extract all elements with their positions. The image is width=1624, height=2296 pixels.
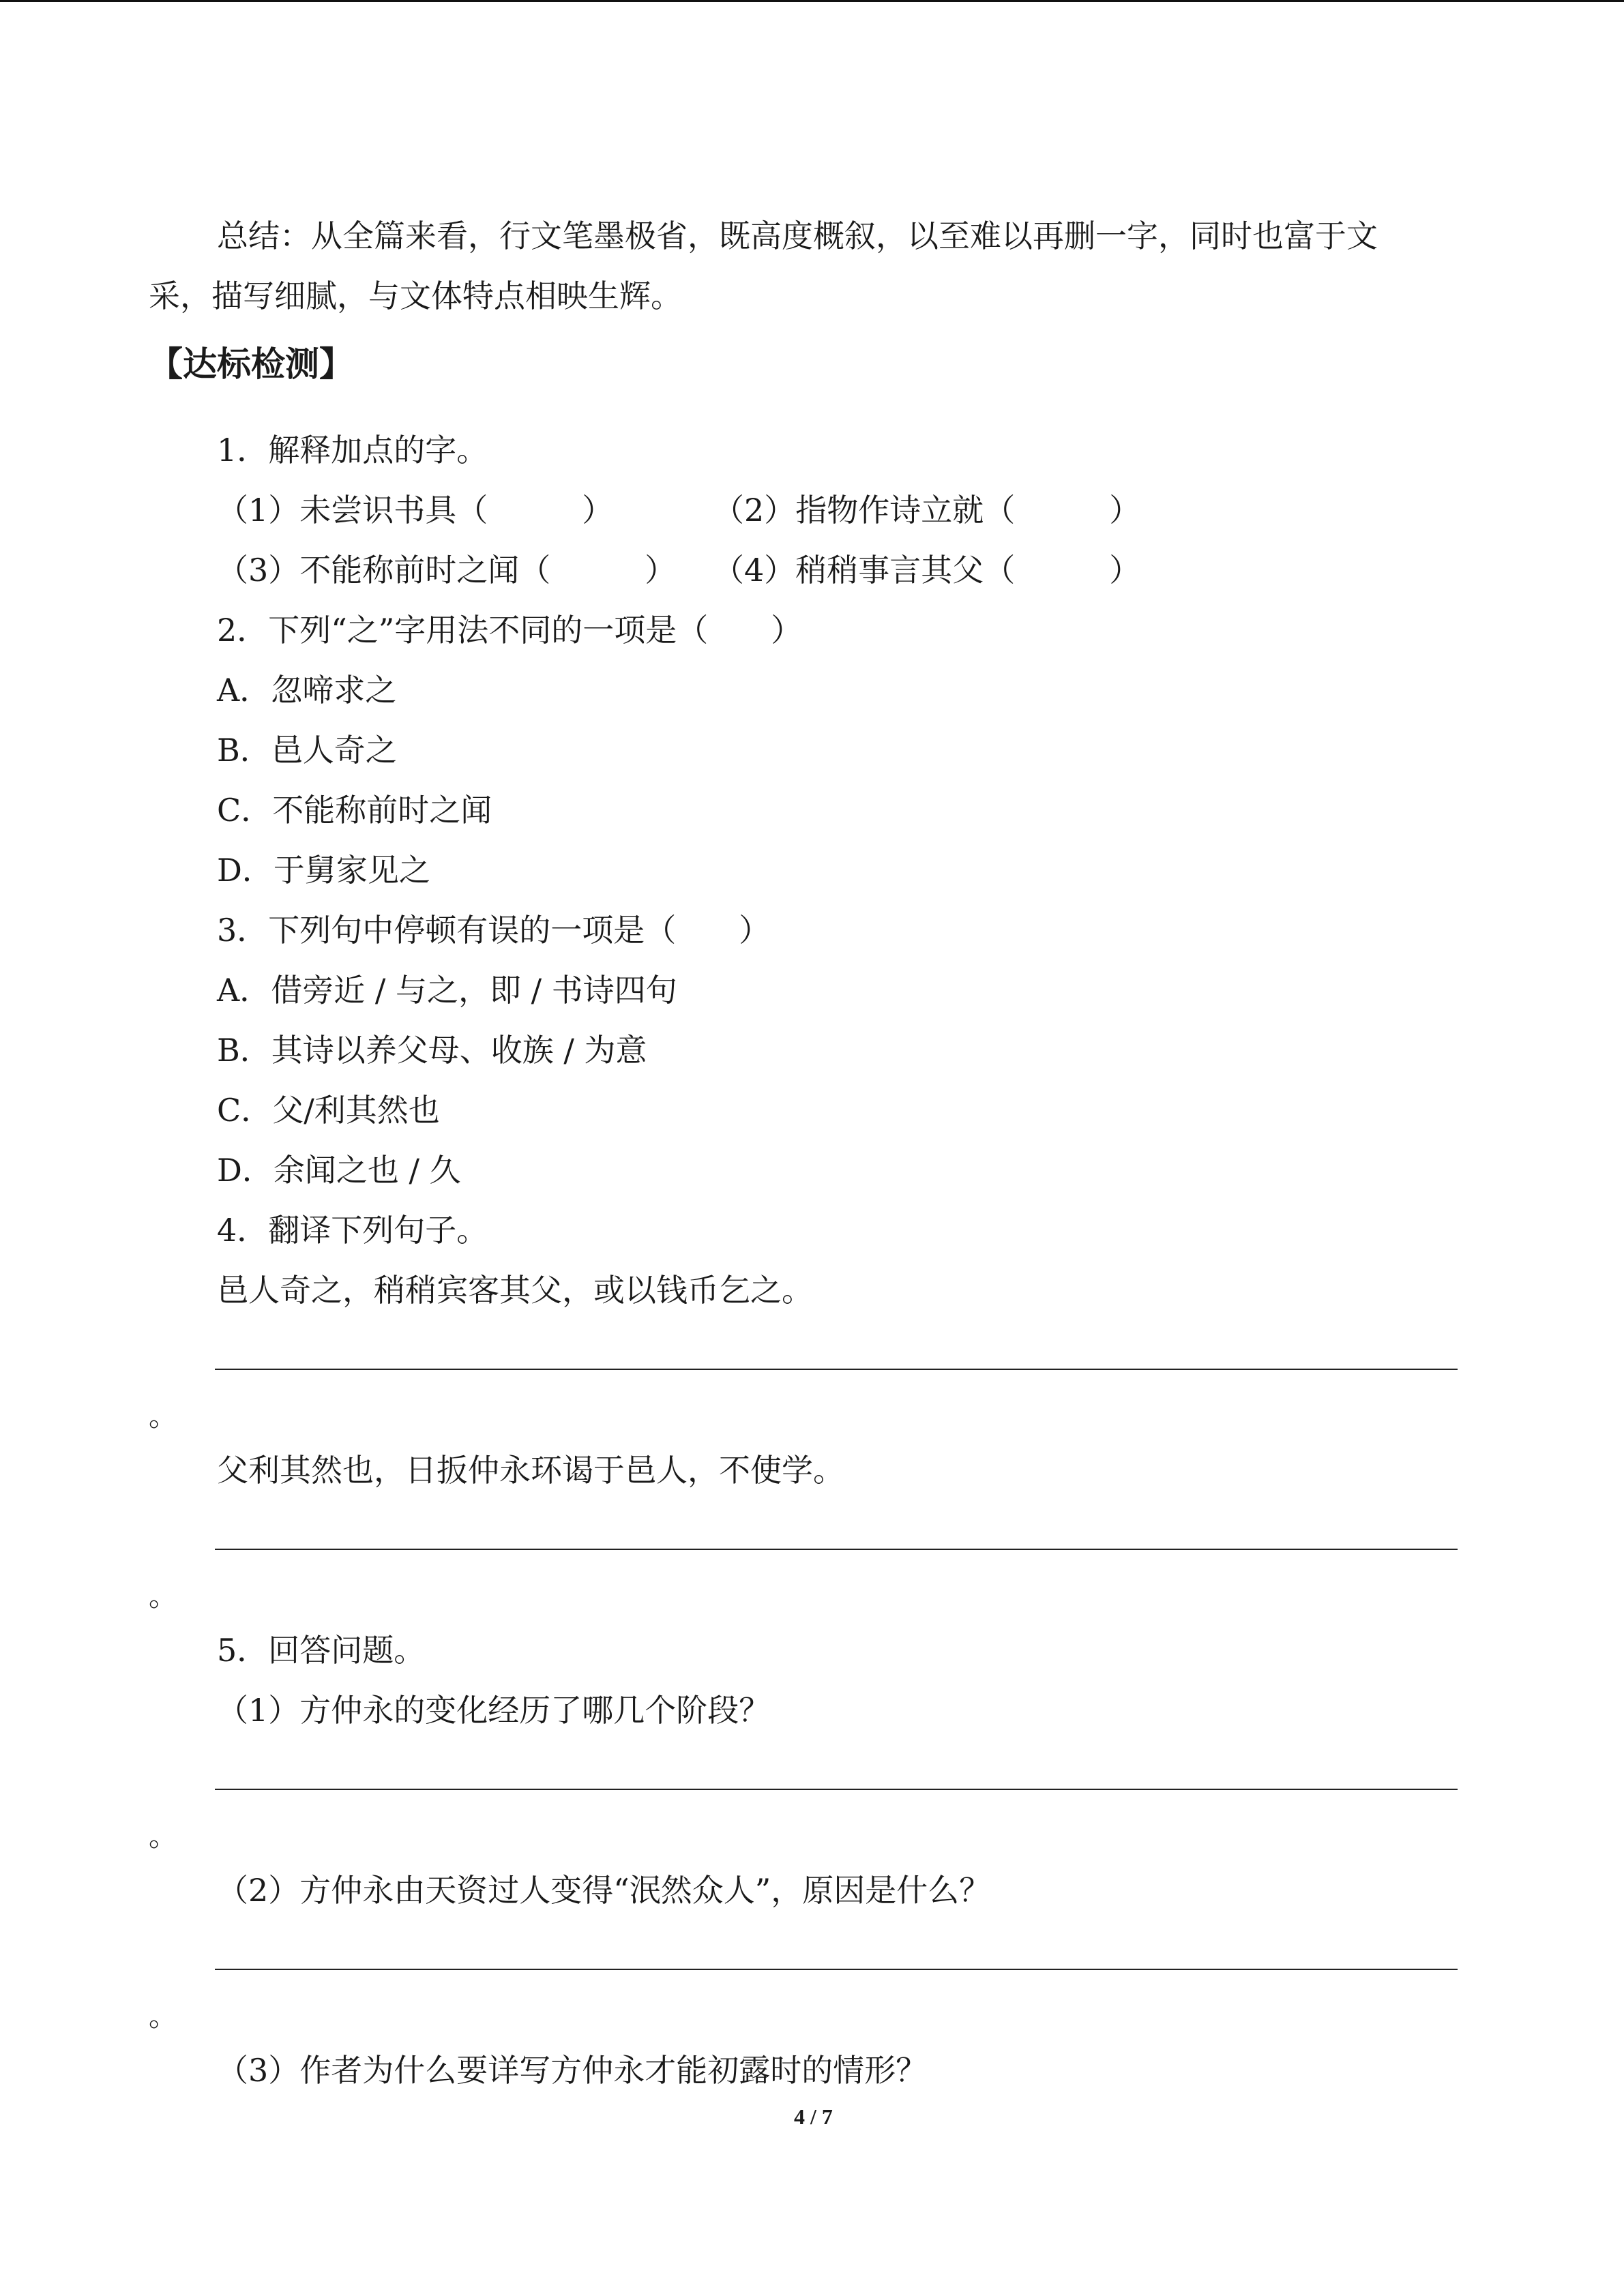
q5-part-2: （2）方仲永由天资过人变得“泯然众人”，原因是什么？ <box>217 1872 991 1909</box>
answer-line <box>215 1969 1458 1970</box>
summary-line-1: 总结：从全篇来看，行文笔墨极省，既高度概叙，以至难以再删一字，同时也富于文 <box>217 218 1378 254</box>
answer-line <box>215 1789 1458 1790</box>
period-mark: 。 <box>149 1399 178 1433</box>
q4-stem: 4．翻译下列句子。 <box>217 1212 488 1249</box>
q3-option-b: B．其诗以养父母、收族 / 为意 <box>217 1032 647 1069</box>
q2-option-c: C．不能称前时之闻 <box>217 792 492 829</box>
q3-option-a: A．借旁近 / 与之，即 / 书诗四句 <box>217 972 677 1009</box>
q3-option-d: D．余闻之也 / 久 <box>217 1152 461 1189</box>
answer-line <box>215 1549 1458 1550</box>
period-mark: 。 <box>149 1819 178 1853</box>
q3-stem: 3．下列句中停顿有误的一项是（ ） <box>217 912 771 949</box>
q2-option-d: D．于舅家见之 <box>217 852 430 889</box>
q5-part-3: （3）作者为什么要详写方仲永才能初露时的情形？ <box>217 2052 928 2089</box>
q4-sentence-2: 父利其然也，日扳仲永环谒于邑人，不使学。 <box>217 1452 844 1489</box>
q2-stem: 2．下列“之”字用法不同的一项是（ ） <box>217 612 803 648</box>
q1-item-3: （3）不能称前时之闻（ ） <box>217 552 677 588</box>
q5-stem: 5．回答问题。 <box>217 1632 426 1669</box>
top-border <box>0 0 1624 2</box>
summary-line-2: 采，描写细腻，与文体特点相映生辉。 <box>149 278 682 314</box>
q2-option-b: B．邑人奇之 <box>217 732 397 769</box>
section-title: 【达标检测】 <box>149 344 353 384</box>
period-mark: 。 <box>149 1579 178 1613</box>
q4-sentence-1: 邑人奇之，稍稍宾客其父，或以钱币乞之。 <box>217 1272 813 1309</box>
answer-line <box>215 1369 1458 1370</box>
period-mark: 。 <box>149 1999 178 2033</box>
page-number: 4 / 7 <box>794 2104 833 2129</box>
q1-item-4: （4）稍稍事言其父（ ） <box>713 552 1141 588</box>
q1-stem: 1．解释加点的字。 <box>217 432 488 468</box>
q5-part-1: （1）方仲永的变化经历了哪几个阶段？ <box>217 1692 771 1729</box>
q1-item-1: （1）未尝识书具（ ） <box>217 492 614 528</box>
q1-item-2: （2）指物作诗立就（ ） <box>713 492 1141 528</box>
q3-option-c: C．父/利其然也 <box>217 1092 440 1129</box>
q2-option-a: A．忽啼求之 <box>217 672 397 709</box>
